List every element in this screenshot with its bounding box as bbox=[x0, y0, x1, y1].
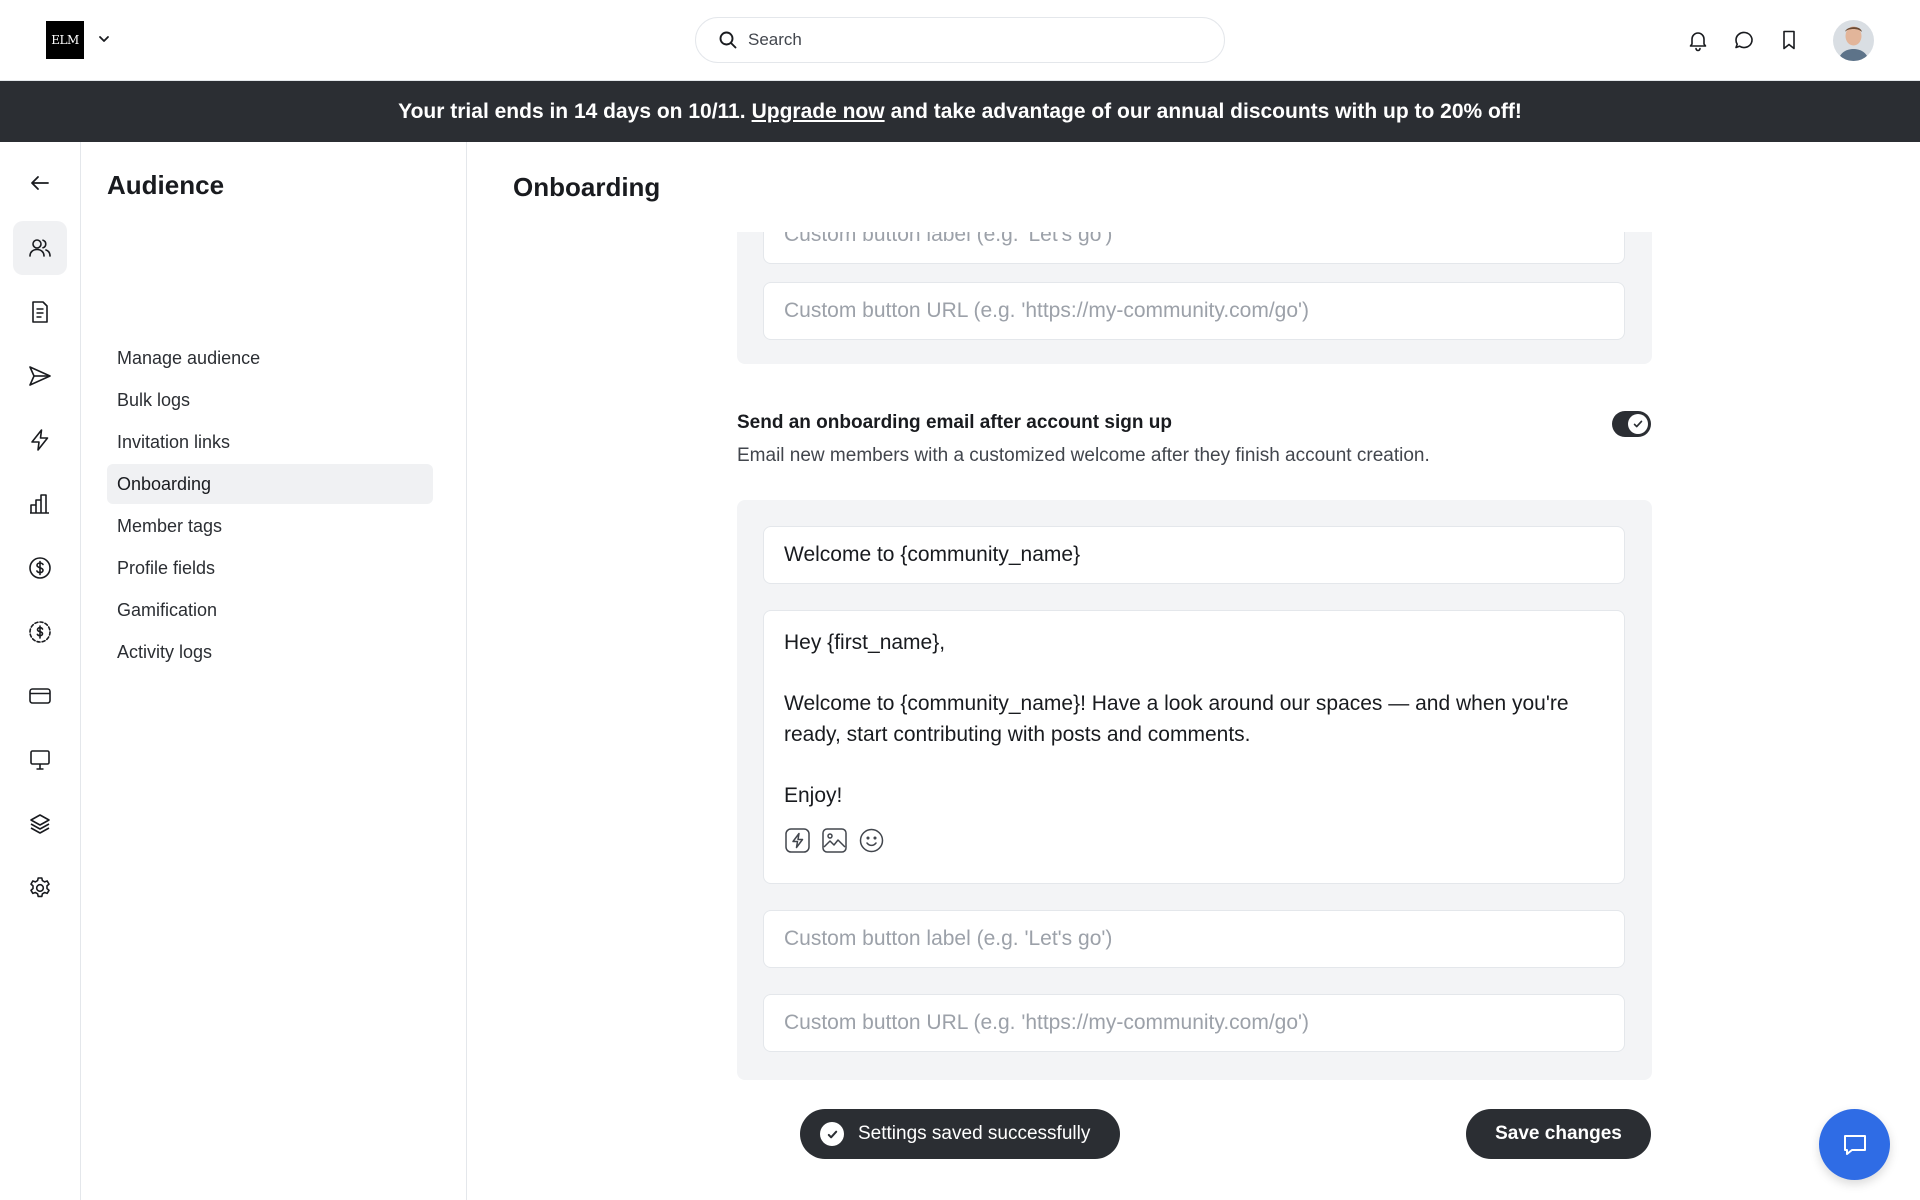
card-icon bbox=[27, 683, 53, 709]
onboarding-email-description: Email new members with a customized welcome after they finish account creation. bbox=[737, 445, 1430, 466]
email-body-line: Welcome to {community_name}! Have a look around our spaces — and when you're ready, start contributing with posts and comments. bbox=[784, 692, 1569, 746]
email-button-label-field[interactable] bbox=[763, 910, 1625, 968]
nav-audience[interactable] bbox=[13, 221, 67, 275]
document-icon bbox=[27, 299, 53, 325]
lightning-icon[interactable] bbox=[784, 827, 811, 854]
dollar-icon bbox=[27, 555, 53, 581]
trial-banner-suffix: and take advantage of our annual discounts with up to 20% off! bbox=[890, 99, 1522, 123]
subnav-item-member-tags[interactable]: Member tags bbox=[117, 515, 223, 536]
search-icon bbox=[718, 30, 738, 50]
monitor-icon bbox=[27, 747, 53, 773]
subnav-item-bulk-logs[interactable]: Bulk logs bbox=[117, 389, 191, 410]
subnav-item-onboarding[interactable]: Onboarding bbox=[107, 464, 433, 504]
back-arrow-icon bbox=[27, 170, 53, 196]
nav-billing[interactable] bbox=[13, 669, 67, 723]
nav-analytics[interactable] bbox=[13, 477, 67, 531]
email-body-line bbox=[784, 750, 1604, 781]
trial-banner bbox=[0, 81, 1920, 142]
bell-icon[interactable] bbox=[1686, 28, 1710, 52]
onboarding-email-toggle[interactable] bbox=[1612, 411, 1651, 437]
nav-workflows[interactable] bbox=[13, 413, 67, 467]
chat-icon bbox=[1840, 1130, 1870, 1160]
onboarding-email-card bbox=[737, 500, 1652, 1080]
audience-subnav bbox=[81, 142, 467, 1200]
upgrade-link[interactable]: Upgrade now bbox=[751, 99, 885, 123]
icon-rail bbox=[0, 142, 81, 1200]
nav-site[interactable] bbox=[13, 733, 67, 787]
trial-banner-text: Your trial ends in 14 days on 10/11. bbox=[398, 99, 746, 123]
chevron-down-icon[interactable] bbox=[96, 31, 112, 47]
emoji-icon[interactable] bbox=[858, 827, 885, 854]
chat-bubble-icon[interactable] bbox=[1732, 28, 1756, 52]
onboarding-email-title: Send an onboarding email after account sign up bbox=[737, 412, 1172, 433]
email-subject-field[interactable] bbox=[763, 526, 1625, 584]
search-bar[interactable] bbox=[695, 17, 1225, 63]
button-url-field[interactable] bbox=[763, 282, 1625, 340]
search-input[interactable] bbox=[748, 30, 1188, 50]
subnav-item-manage-audience[interactable]: Manage audience bbox=[117, 347, 261, 368]
subnav-item-activity-logs[interactable]: Activity logs bbox=[117, 641, 213, 662]
email-body-line bbox=[784, 659, 1604, 690]
toast-message: Settings saved successfully bbox=[858, 1123, 1091, 1144]
email-body-line: Enjoy! bbox=[784, 783, 843, 807]
settings-scroll-area[interactable] bbox=[467, 232, 1920, 1200]
nav-messages[interactable] bbox=[13, 349, 67, 403]
page-title: Onboarding bbox=[513, 172, 661, 202]
toggle-knob bbox=[1628, 414, 1648, 434]
nav-posts[interactable] bbox=[13, 285, 67, 339]
avatar[interactable] bbox=[1833, 20, 1874, 61]
save-changes-button[interactable]: Save changes bbox=[1466, 1109, 1651, 1159]
check-circle-icon bbox=[820, 1122, 844, 1146]
lightning-icon bbox=[27, 427, 53, 453]
subnav-title: Audience bbox=[107, 170, 225, 200]
subnav-item-profile-fields[interactable]: Profile fields bbox=[117, 557, 216, 578]
subnav-item-gamification[interactable]: Gamification bbox=[117, 599, 218, 620]
analytics-icon bbox=[27, 491, 53, 517]
nav-settings[interactable] bbox=[13, 861, 67, 915]
check-icon bbox=[1632, 418, 1644, 430]
support-chat-button[interactable] bbox=[1819, 1109, 1890, 1180]
email-body-editor[interactable] bbox=[763, 610, 1625, 884]
send-icon bbox=[27, 363, 53, 389]
email-body-line: Hey {first_name}, bbox=[784, 631, 946, 654]
welcome-message-card bbox=[737, 232, 1652, 364]
paywall-icon bbox=[27, 619, 53, 645]
subnav-item-invitation-links[interactable]: Invitation links bbox=[117, 431, 231, 452]
nav-payments[interactable] bbox=[13, 541, 67, 595]
settings-icon bbox=[27, 875, 53, 901]
layers-icon bbox=[27, 811, 53, 837]
button-label-field[interactable] bbox=[763, 232, 1625, 264]
bookmark-icon[interactable] bbox=[1777, 28, 1801, 52]
nav-paywalls[interactable] bbox=[13, 605, 67, 659]
image-icon[interactable] bbox=[821, 827, 848, 854]
success-toast bbox=[800, 1109, 1120, 1159]
email-button-url-field[interactable] bbox=[763, 994, 1625, 1052]
nav-apps[interactable] bbox=[13, 797, 67, 851]
community-logo[interactable]: ELM bbox=[46, 21, 84, 59]
members-icon bbox=[27, 235, 53, 261]
top-bar bbox=[0, 0, 1920, 81]
editor-toolbar bbox=[784, 827, 885, 854]
back-button[interactable] bbox=[13, 156, 67, 210]
